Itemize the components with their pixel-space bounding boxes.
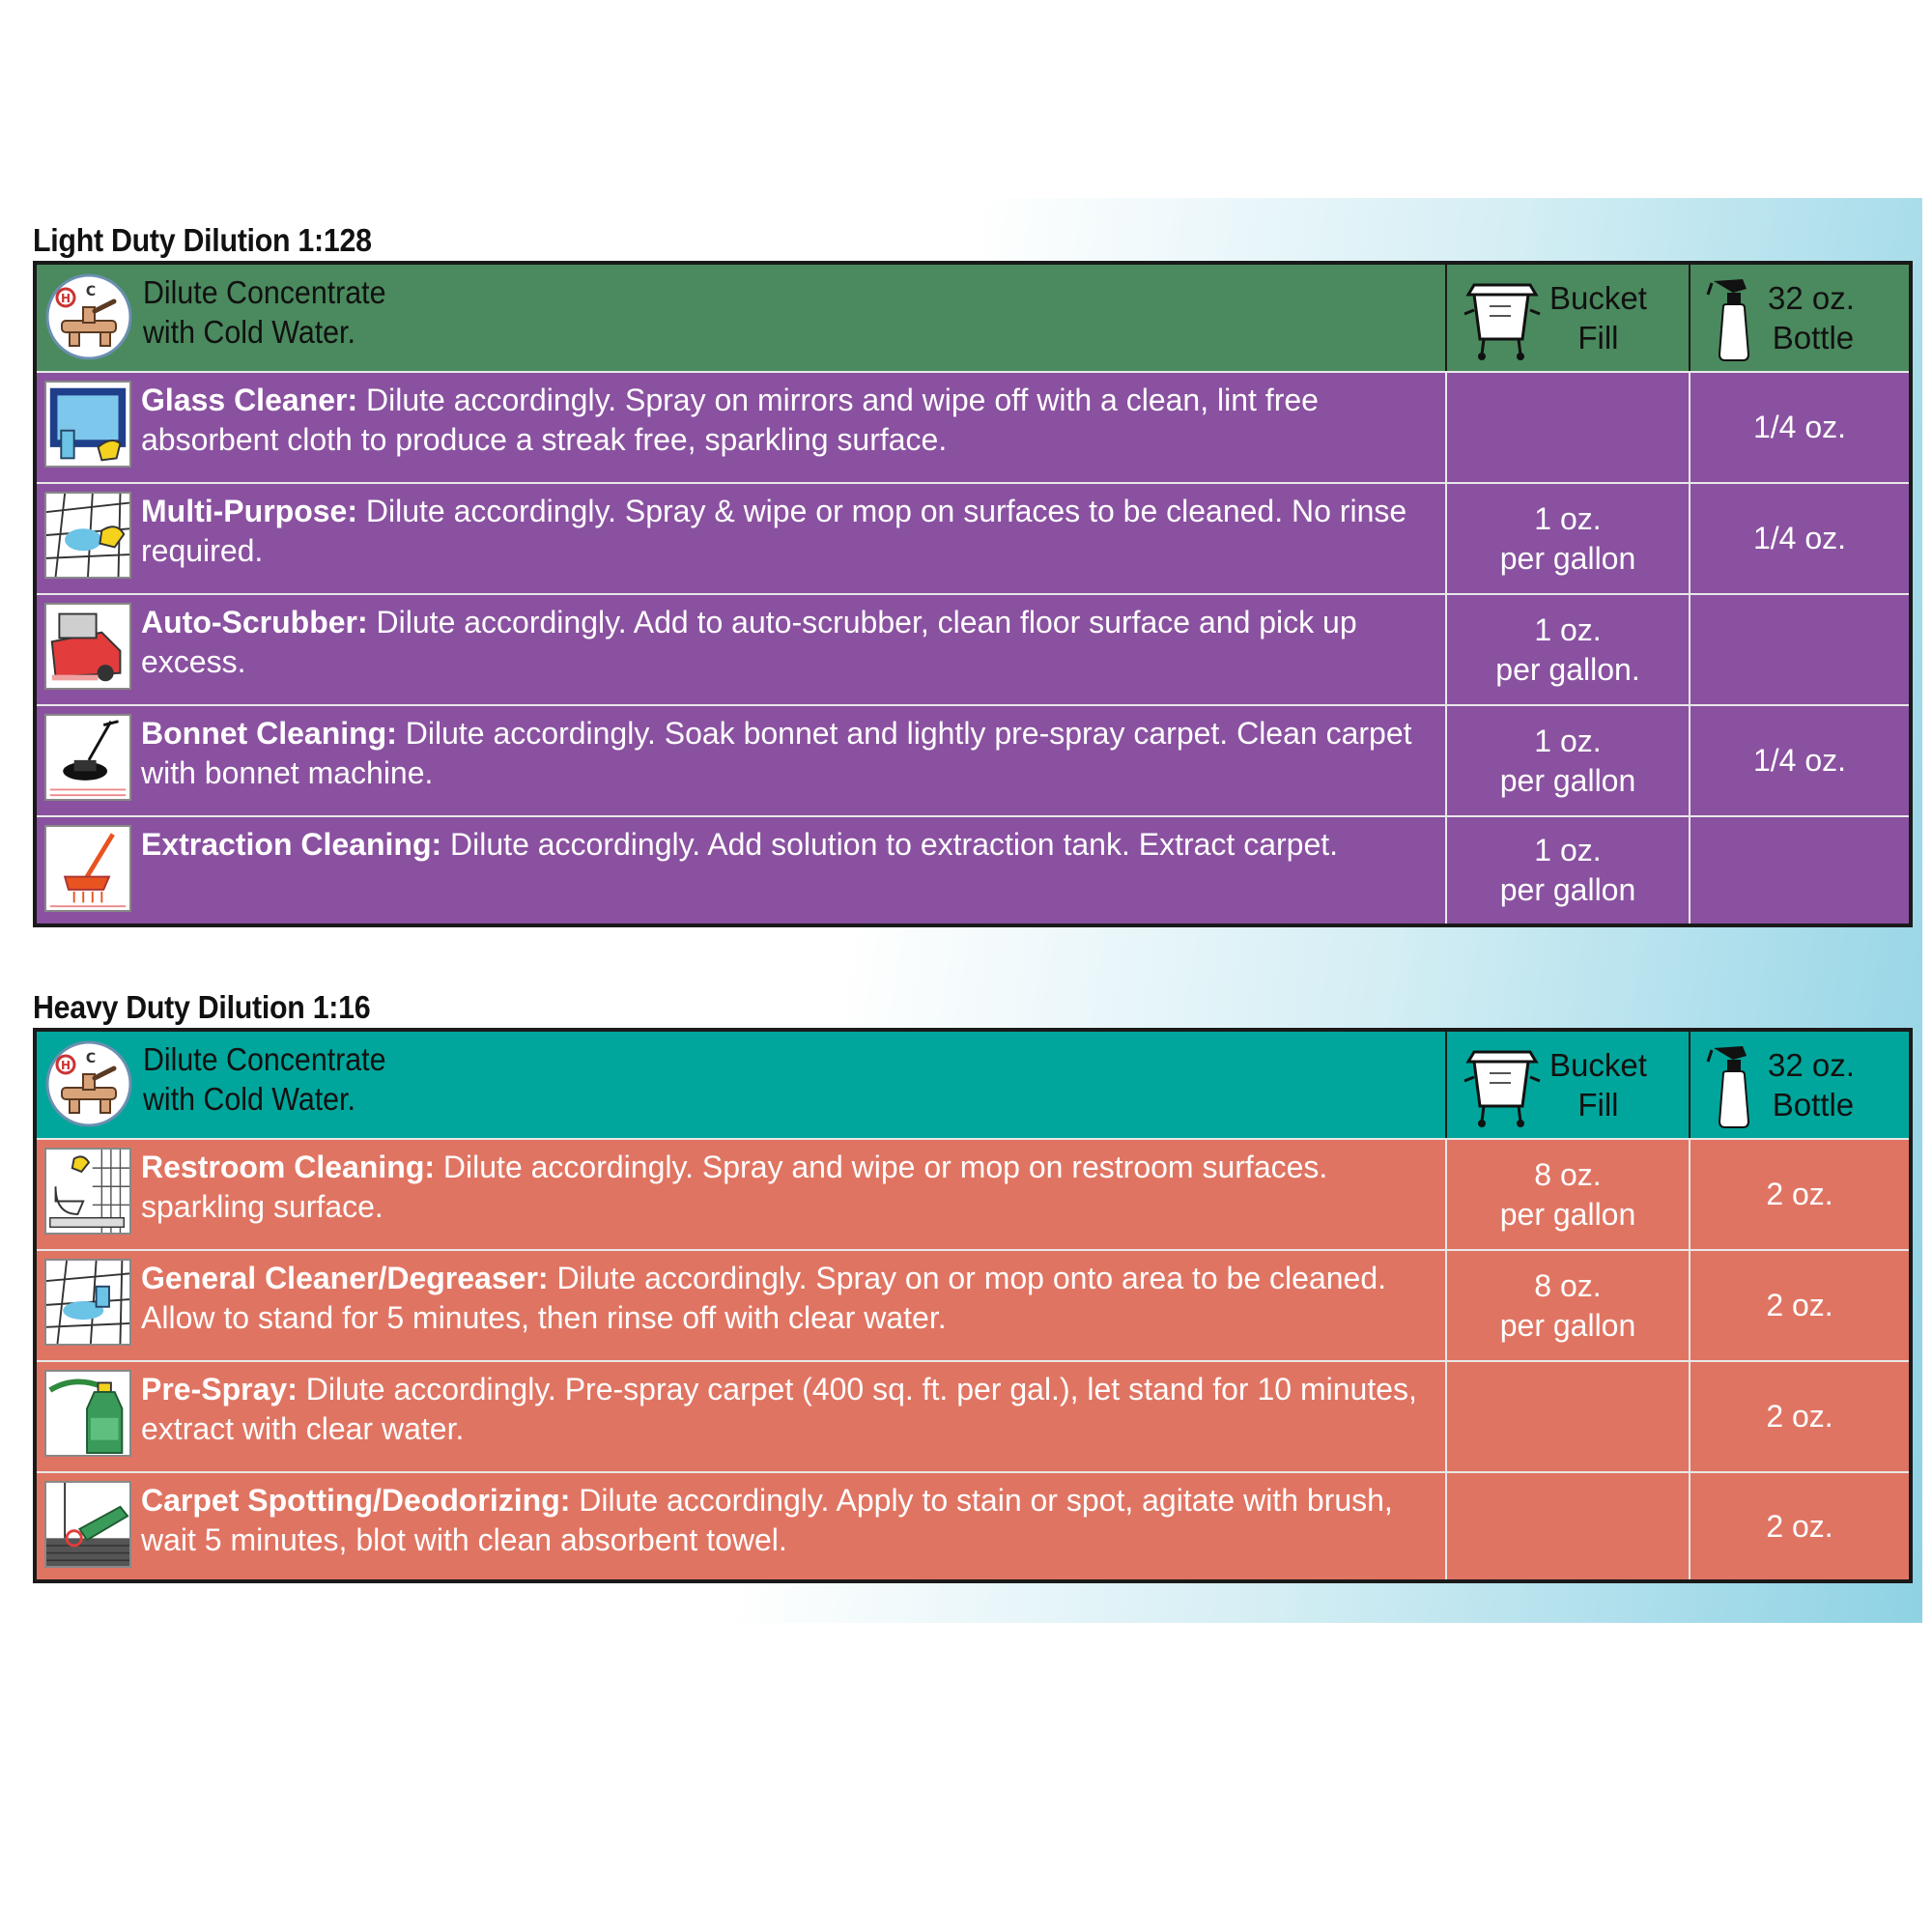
bottle-size-label-2: Bottle <box>1772 320 1855 355</box>
row-description: Dilute accordingly. Spray & wipe or mop on surfaces to be cleaned. No rinse required. <box>141 494 1407 568</box>
mop-bucket-icon <box>1461 1038 1544 1131</box>
row-label: Pre-Spray: <box>141 1372 298 1406</box>
extraction-cleaning-icon <box>44 825 131 912</box>
row-description: Dilute accordingly. Add to auto-scrubber, clean floor surface and pick up excess. <box>141 605 1357 679</box>
bucket-fill-label-1: Bucket <box>1549 1047 1647 1083</box>
row-description: Dilute accordingly. Pre-spray carpet (400 sq. ft. per gal.), let stand for 10 minutes, extract with clear water. <box>141 1372 1417 1446</box>
table-row <box>37 1471 1909 1579</box>
bucket-unit: per gallon <box>1499 762 1636 798</box>
heavy-duty-header-row <box>37 1032 1909 1138</box>
table-row <box>37 1138 1909 1249</box>
hot-cold-faucet-icon <box>44 272 133 361</box>
bucket-amount: 1 oz. <box>1534 723 1602 758</box>
header-cold-water-label: with Cold Water. <box>143 1081 355 1117</box>
row-label: Multi-Purpose: <box>141 494 357 528</box>
heavy-duty-table <box>33 1028 1913 1583</box>
light-duty-table <box>33 261 1913 927</box>
table-row <box>37 1249 1909 1360</box>
bottle-amount: 2 oz. <box>1766 1177 1833 1211</box>
bottle-amount: 1/4 oz. <box>1752 521 1847 555</box>
bucket-unit: per gallon <box>1499 872 1636 907</box>
carpet-spotting-icon <box>44 1481 131 1568</box>
glass-cleaner-icon <box>44 381 131 468</box>
bucket-amount: 1 oz. <box>1534 611 1602 647</box>
row-label: Extraction Cleaning: <box>141 827 442 862</box>
bucket-fill-label-2: Fill <box>1577 320 1619 355</box>
bottle-size-label-1: 32 oz. <box>1768 1047 1855 1083</box>
bucket-amount: 8 oz. <box>1534 1267 1602 1303</box>
svg-text:C: C <box>85 1051 97 1066</box>
bucket-unit: per gallon <box>1499 540 1636 576</box>
table-row <box>37 704 1909 815</box>
row-description: Dilute accordingly. Spray on or mop onto area to be cleaned. Allow to stand for 5 minutes, then rinse off with clear water. <box>141 1261 1387 1335</box>
header-dilute-label: Dilute Concentrate <box>143 274 386 310</box>
bottle-amount: 1/4 oz. <box>1752 410 1847 444</box>
row-description: Dilute accordingly. Soak bonnet and lightly pre-spray carpet. Clean carpet with bonnet machine. <box>141 716 1412 790</box>
bottle-amount: 1/4 oz. <box>1752 743 1847 778</box>
restroom-cleaning-icon <box>44 1148 131 1235</box>
svg-text:H: H <box>60 1059 71 1072</box>
auto-scrubber-icon <box>44 603 131 690</box>
bucket-unit: per gallon. <box>1495 651 1640 687</box>
row-label: Restroom Cleaning: <box>141 1150 436 1184</box>
light-duty-title: Light Duty Dilution 1:128 <box>33 222 372 258</box>
heavy-duty-title: Heavy Duty Dilution 1:16 <box>33 989 371 1025</box>
spray-bottle-icon <box>1704 1038 1762 1131</box>
header-dilute-label: Dilute Concentrate <box>143 1041 386 1077</box>
heavy-duty-section <box>33 987 1913 1583</box>
svg-text:C: C <box>85 284 97 299</box>
row-label: Bonnet Cleaning: <box>141 716 397 751</box>
row-description: Dilute accordingly. Add solution to extraction tank. Extract carpet. <box>441 827 1339 862</box>
row-label: Carpet Spotting/Deodorizing: <box>141 1483 571 1518</box>
svg-text:H: H <box>60 292 71 305</box>
row-label: Auto-Scrubber: <box>141 605 368 639</box>
table-row <box>37 482 1909 593</box>
multi-purpose-icon <box>44 492 131 579</box>
bottle-size-label-2: Bottle <box>1772 1087 1855 1122</box>
bonnet-cleaning-icon <box>44 714 131 801</box>
row-description: Dilute accordingly. Spray and wipe or mop on restroom surfaces. sparkling surface. <box>141 1150 1328 1224</box>
pre-spray-icon <box>44 1370 131 1457</box>
mop-bucket-icon <box>1461 271 1544 364</box>
table-row <box>37 593 1909 704</box>
bucket-fill-label-1: Bucket <box>1549 280 1647 316</box>
bucket-unit: per gallon <box>1499 1307 1636 1343</box>
bottle-size-label-1: 32 oz. <box>1768 280 1855 316</box>
bottle-amount: 2 oz. <box>1766 1399 1833 1434</box>
bottle-amount: 2 oz. <box>1766 1288 1833 1322</box>
bucket-unit: per gallon <box>1499 1196 1636 1232</box>
header-cold-water-label: with Cold Water. <box>143 314 355 350</box>
table-row <box>37 1360 1909 1471</box>
bucket-amount: 1 oz. <box>1534 500 1602 536</box>
light-duty-header-row <box>37 265 1909 371</box>
row-label: General Cleaner/Degreaser: <box>141 1261 549 1295</box>
table-row <box>37 371 1909 482</box>
bottle-amount: 2 oz. <box>1766 1508 1833 1544</box>
row-description: Dilute accordingly. Apply to stain or spot, agitate with brush, wait 5 minutes, blot with clean absorbent towel. <box>141 1483 1393 1557</box>
hot-cold-faucet-icon <box>44 1039 133 1128</box>
spray-bottle-icon <box>1704 271 1762 364</box>
row-label: Glass Cleaner: <box>141 383 358 417</box>
bucket-amount: 1 oz. <box>1534 833 1602 867</box>
bucket-amount: 8 oz. <box>1534 1156 1602 1192</box>
bucket-fill-label-2: Fill <box>1577 1087 1619 1122</box>
light-duty-section <box>33 220 1913 927</box>
degreaser-icon <box>44 1259 131 1346</box>
table-row <box>37 815 1909 923</box>
row-description: Dilute accordingly. Spray on mirrors and wipe off with a clean, lint free absorbent cloth to produce a streak free, sparkling surface. <box>141 383 1319 457</box>
